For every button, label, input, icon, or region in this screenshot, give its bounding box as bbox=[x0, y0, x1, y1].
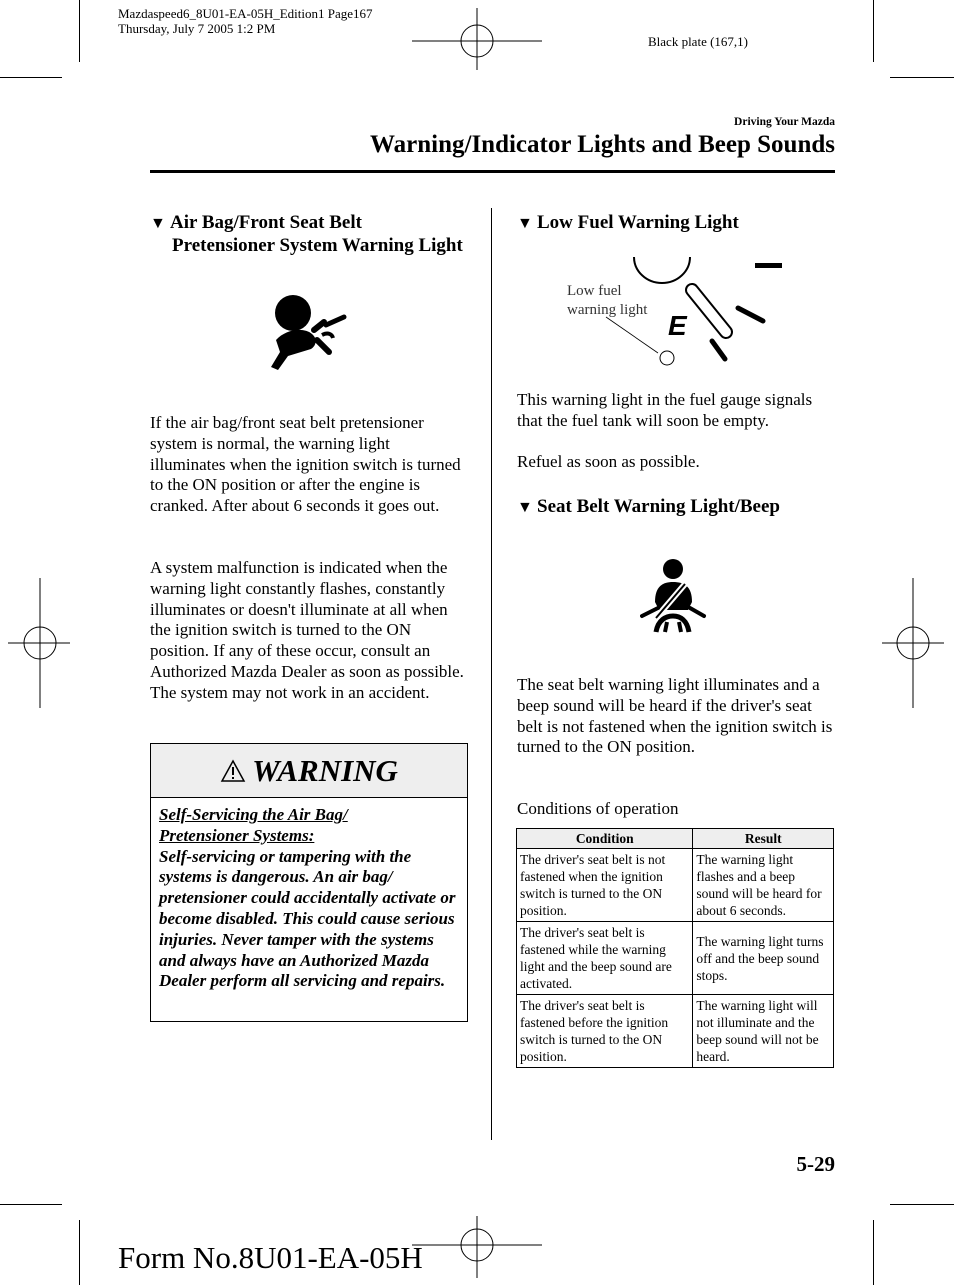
fuel-callout-line2: warning light bbox=[567, 302, 648, 318]
registration-mark-bottom-icon bbox=[412, 1216, 542, 1278]
plate-label: Black plate (167,1) bbox=[648, 34, 748, 49]
title-rule bbox=[150, 170, 835, 173]
conditions-table bbox=[516, 828, 834, 1068]
warning-body bbox=[151, 798, 467, 992]
registration-mark-right-icon bbox=[882, 578, 944, 708]
warning-label: WARNING bbox=[252, 752, 398, 788]
page-title: Warning/Indicator Lights and Beep Sounds bbox=[370, 131, 835, 158]
airbag-warning-icon bbox=[266, 294, 350, 374]
seatbelt-paragraph-1: The seat belt warning light illuminates and a beep sound will be heard if the driver's seat belt is not fastened when the ignition switch is turned to the ON position. bbox=[517, 675, 833, 757]
registration-mark-left-icon bbox=[8, 578, 70, 708]
page-number: 5-29 bbox=[796, 1152, 835, 1176]
airbag-heading bbox=[150, 212, 480, 257]
table-cell-condition: The driver's seat belt is fastened before the ignition switch is turned to the ON position. bbox=[517, 995, 693, 1068]
fuel-heading-text: Low Fuel Warning Light bbox=[537, 212, 739, 233]
print-info-line1: Mazdaspeed6_8U01-EA-05H_Edition1 Page167 bbox=[118, 6, 373, 21]
airbag-heading-line1: Air Bag/Front Seat Belt bbox=[170, 212, 362, 233]
table-cell-result: The warning light turns off and the beep sound stops. bbox=[693, 922, 834, 995]
warning-subtitle-line2: Pretensioner Systems: bbox=[159, 825, 315, 845]
print-info-line2: Thursday, July 7 2005 1:2 PM bbox=[118, 21, 276, 36]
chapter-label: Driving Your Mazda bbox=[734, 116, 835, 128]
section-triangle-icon: ▼ bbox=[517, 215, 533, 232]
section-triangle-icon: ▼ bbox=[150, 215, 166, 232]
table-header-condition: Condition bbox=[517, 829, 693, 849]
seatbelt-warning-icon bbox=[640, 558, 708, 634]
table-row bbox=[517, 995, 834, 1068]
column-divider bbox=[491, 208, 492, 1140]
warning-box bbox=[150, 743, 468, 1022]
warning-header bbox=[151, 744, 467, 798]
section-triangle-icon: ▼ bbox=[517, 499, 533, 516]
table-cell-condition: The driver's seat belt is not fastened when the ignition switch is turned to the ON position. bbox=[517, 849, 693, 922]
fuel-paragraph-2: Refuel as soon as possible. bbox=[517, 452, 700, 471]
conditions-label: Conditions of operation bbox=[517, 799, 679, 818]
warning-triangle-icon bbox=[220, 759, 246, 783]
airbag-heading-line2: Pretensioner System Warning Light bbox=[172, 235, 463, 256]
table-cell-condition: The driver's seat belt is fastened while the warning light and the beep sound are activated. bbox=[517, 922, 693, 995]
airbag-paragraph-2: A system malfunction is indicated when the warning light constantly flashes, constantly illuminates or doesn't illuminate at all when the ignition switch is turned to the ON position. If any of these occur, consult an Authorized Mazda Dealer as soon as possible. The system may not work in an accident. bbox=[150, 558, 464, 702]
warning-subtitle-line1: Self-Servicing the Air Bag/ bbox=[159, 805, 348, 824]
fuel-heading bbox=[517, 212, 835, 235]
fuel-callout bbox=[567, 282, 647, 320]
table-row bbox=[517, 922, 834, 995]
table-cell-result: The warning light flashes and a beep sound will be heard for about 6 seconds. bbox=[693, 849, 834, 922]
table-header-row bbox=[517, 829, 834, 849]
warning-text: Self-servicing or tampering with the systems is dangerous. An air bag/ pretensioner could accidentally activate or become disabled. This could cause serious injuries. Never tamper with the systems and always have an Authorized Mazda Dealer perform all servicing and repairs. bbox=[159, 846, 456, 991]
registration-mark-top-icon bbox=[412, 8, 542, 70]
table-row bbox=[517, 849, 834, 922]
table-header-result: Result bbox=[693, 829, 834, 849]
seatbelt-heading-text: Seat Belt Warning Light/Beep bbox=[537, 496, 780, 517]
airbag-paragraph-1: If the air bag/front seat belt pretensioner system is normal, the warning light illuminates when the ignition switch is turned to the ON position or after the engine is cranked. After about 6 seconds it goes out. bbox=[150, 413, 461, 516]
table-cell-result: The warning light will not illuminate and the beep sound will not be heard. bbox=[693, 995, 834, 1068]
print-info bbox=[118, 6, 373, 36]
seatbelt-heading bbox=[517, 496, 835, 519]
fuel-callout-line1: Low fuel bbox=[567, 283, 622, 299]
form-number: Form No.8U01-EA-05H bbox=[118, 1240, 423, 1275]
gauge-letter: E bbox=[668, 310, 687, 341]
fuel-paragraph-1: This warning light in the fuel gauge signals that the fuel tank will soon be empty. bbox=[517, 390, 813, 430]
